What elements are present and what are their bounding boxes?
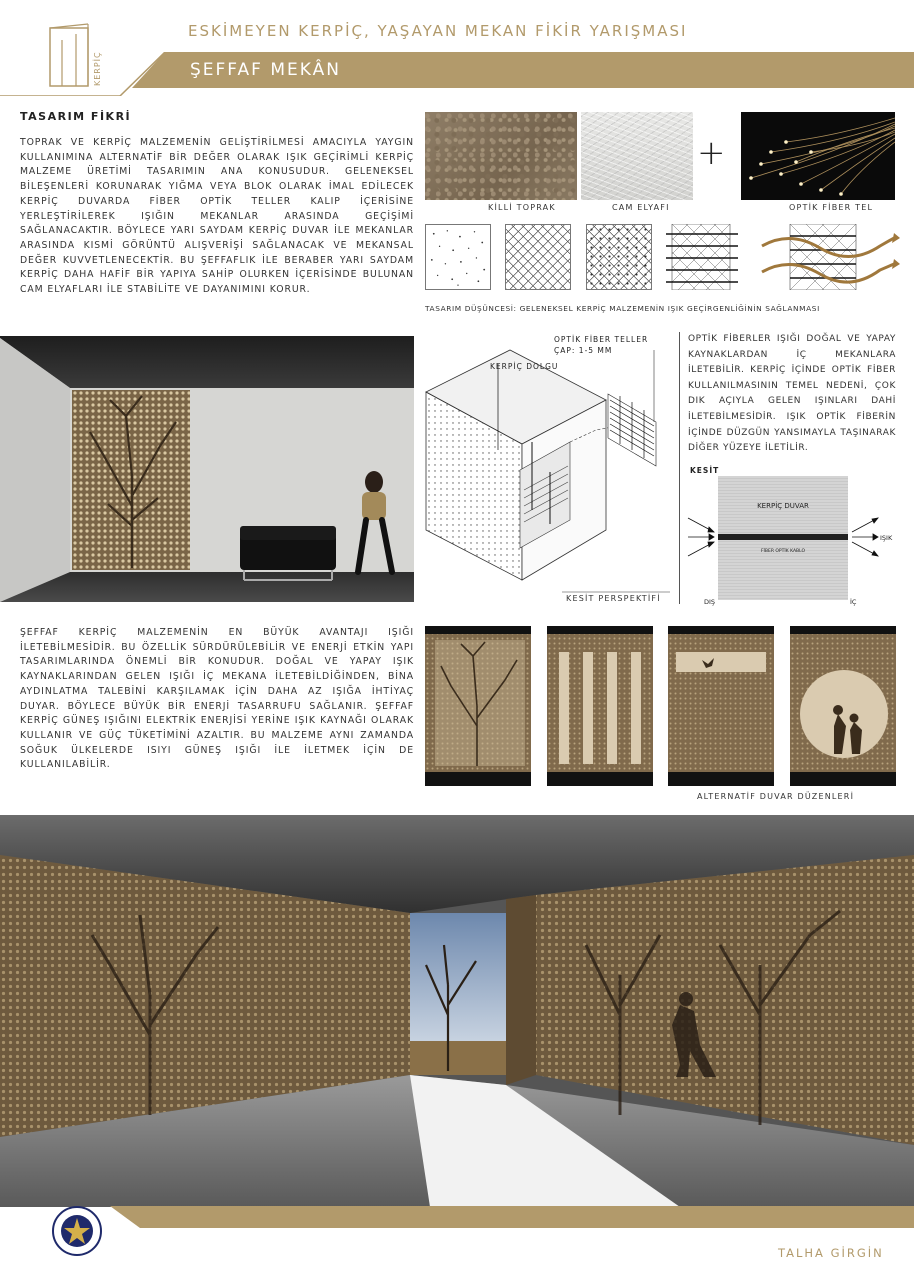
hall-render [0,815,914,1207]
cross-section-diagram [684,474,896,608]
vertical-divider [679,332,680,604]
fiber-note-line2: ÇAP: 1-5 MM [554,346,613,355]
design-idea-heading: TASARIM FİKRİ [20,110,132,123]
alt-wall-moon [790,626,896,786]
svg-text:KERPİÇ DUVAR: KERPİÇ DUVAR [757,502,809,510]
svg-text:FİBER OPTİK KABLO: FİBER OPTİK KABLO [760,549,806,554]
section-perspective-diagram [420,330,680,606]
clay-soil-caption: KİLLİ TOPRAK [488,203,556,212]
author-name: TALHA GİRGİN [778,1246,884,1260]
glass-fiber-caption: CAM ELYAFI [612,203,670,212]
project-title: ŞEFFAF MEKÂN [190,60,341,80]
svg-text:İÇ: İÇ [850,598,857,606]
alt-wall-tree [425,626,531,786]
fiber-note [554,334,648,356]
svg-text:KERPİÇ: KERPİÇ [93,51,102,86]
fill-label: KERPİÇ DOLGU [490,362,559,371]
title-band [0,52,914,96]
section-perspective-caption: KESİT PERSPEKTİFİ [566,594,661,603]
clay-soil-swatch [425,112,577,200]
alt-wall-bird [668,626,774,786]
svg-text:DIŞ: DIŞ [704,598,716,606]
svg-text:IŞIK: IŞIK [880,534,893,542]
contest-title: ESKİMEYEN KERPİÇ, YAŞAYAN MEKAN FİKİR YARIŞMASI [188,22,688,40]
cross-section-label: KESİT [690,466,720,475]
alt-wall-stripes [547,626,653,786]
fiber-note-line1: OPTİK FİBER TELLER [554,335,649,344]
footer-band [0,1200,914,1232]
plus-sign: + [697,133,726,173]
design-thought-caption: TASARIM DÜŞÜNCESİ: GELENEKSEL KERPİÇ MALZEMENİN IŞIK GEÇİRGENLİĞİNİN SAĞLANMASI [425,304,820,313]
university-seal [52,1206,102,1256]
soil-fiber-mix-diagram [586,224,652,290]
fiber-description: OPTİK FİBERLER IŞIĞI DOĞAL VE YAPAY KAYNAKLARDAN İÇ MEKANLARA İLETEBİLİR. KERPİÇ İÇİNDE OPTİK FİBER KULLANILMASININ TEMEL NEDENİ, ÇOK DIK AÇIYLA GELEN IŞINLARI DAHİ İLETEBİLMESİDİR. IŞIK OPTİK FİBERİN İÇİNDE DÜZGÜN YANSIMAYLA TAŞINARAK DİĞER YÜZEYE İLETİLİR. [688,334,896,454]
fiber-lines-diagram [666,224,738,290]
optical-fiber-caption: OPTİK FİBER TEL [789,203,874,212]
optical-fiber-swatch [741,112,895,200]
advantages-text: ŞEFFAF KERPİÇ MALZEMENİN EN BÜYÜK AVANTAJI IŞIĞI İLETEBİLMESİDİR. BU ÖZELLİK SÜRDÜRÜLEBİLİR VE ENERJİ ETKİN YAPI TASARIMLARINDA ÖNEMLİ BİR KONUDUR. DOĞAL VE YAPAY IŞIK KAYNAKLARINDAN GELEN IŞIĞI İÇ MEKANA İLETEBİLDİĞİNDEN, BİNA AYDINLATMA TALEBİNİ KARŞILAMAK İÇİN DAHA AZ IŞIĞA İHTİYAÇ DUYAR. BÖYLECE BÜYÜK BİR ENERJİ TASARRUFU SAĞLANIR. ŞEFFAF KERPİÇ GÜNEŞ IŞIĞINI ELEKTRİK ENERJİSİ YERİNE IŞIK KAYNAĞI OLARAK KULLANIR VE GÜÇ TÜKETİMİNİ AZALTIR. BU MALZEME AYNI ZAMANDA SOĞUK ÜLKELERDE ISIYI GÜNEŞ IŞIĞI İLE İLETMEK İÇİN DE KULLANILABİLİR. [20,627,414,771]
glass-fiber-swatch [581,112,693,200]
soil-pattern-diagram [425,224,491,290]
interior-render [0,336,414,602]
light-transmission-diagram [760,224,900,290]
alternative-walls-caption: ALTERNATİF DUVAR DÜZENLERİ [697,792,855,801]
glass-fiber-pattern-diagram [505,224,571,290]
design-idea-text: TOPRAK VE KERPİÇ MALZEMENİN GELİŞTİRİLMESİ AMACIYLA YAYGIN KULLANIMINA ALTERNATİF BİR DEĞER OLARAK IŞIK GEÇİRİMLİ KERPİÇ MALZEME ÜRETİMİ TASARIMIN ANA KONUSUDUR. GELENEKSEL BİLEŞENLERİ KORUNARAK YIĞMA VEYA BLOK OLARAK İMAL EDİLECEK KERPİÇ DUVARDA FİBER OPTİK TELLER KALIP İÇERİSİNE YERLEŞTİRİLEREK IŞIĞIN MEKANLAR ARASINDA GEÇİŞİMİ SAĞLANACAKTIR. BÖYLECE YARI SAYDAM KERPİÇ DUVAR İLE MEKANLAR ARASINDA KISMİ GÖRÜNTÜ ALIŞVERİŞİ SAĞLANACAK VE MEKANSAL DEĞER KUVVETLENECEKTİR. BU ŞEFFAFLIK İLE BERABER YARI SAYDAM KERPİÇ DAHA HAFİF BİR YAPIYA SAHİP OLURKEN İÇERİSİNDE BULUNAN CAM ELYAFLARI İLE STABİLİTE VE DAYANIMINI KORUR. [20,137,414,296]
